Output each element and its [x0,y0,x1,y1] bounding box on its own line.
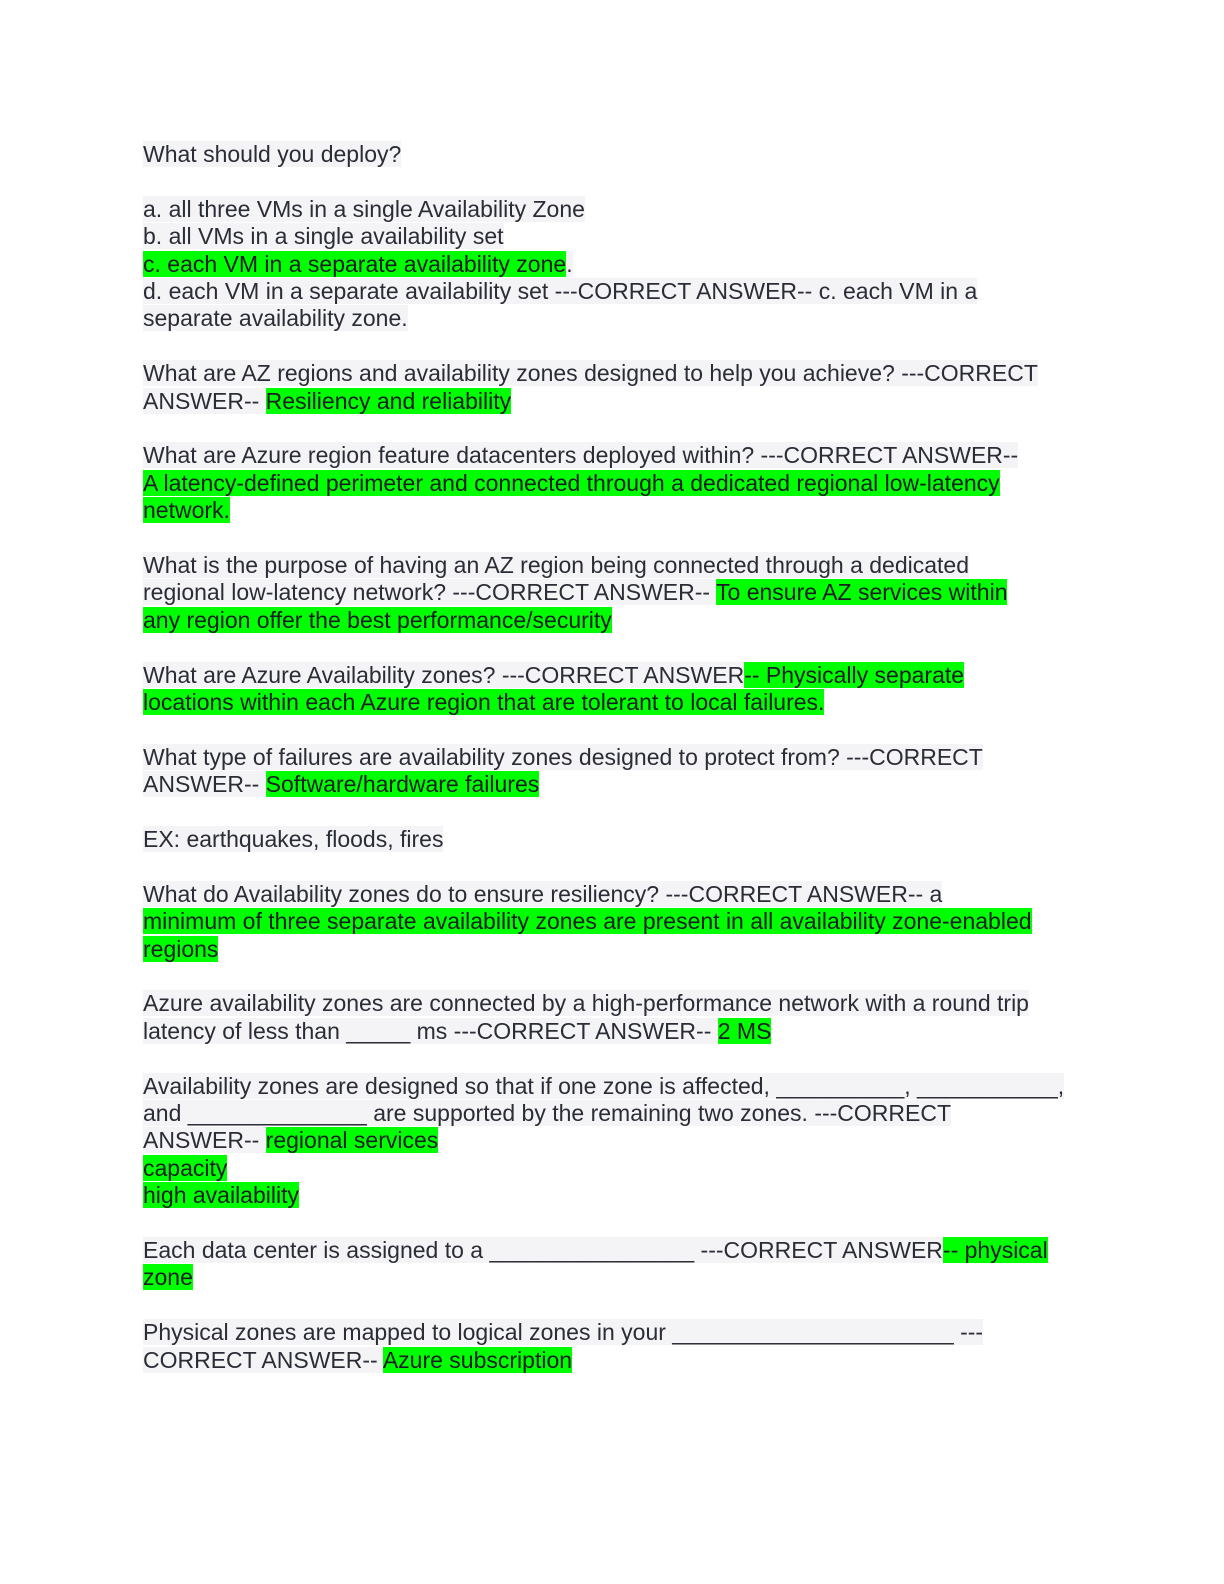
paragraph-q-deploy [143,141,1078,168]
paragraph-q-purpose [143,552,1078,634]
text-segment: Availability zones are designed so that if one zone is affected, __________, ___________, [143,1072,1065,1099]
text-segment: What are Azure region feature datacenters deployed within? ---CORRECT ANSWER-- [143,442,1019,469]
text-line [143,251,1078,278]
text-line [143,1347,1078,1374]
paragraph-q-remaining-zones [143,1073,1078,1210]
text-line [143,1018,1078,1045]
text-line [143,826,1078,853]
text-segment: a. all three VMs in a single Availability Zone [143,195,585,222]
text-line [143,1127,1078,1154]
text-segment: What are Azure Availability zones? ---CORRECT ANSWER [143,661,745,688]
text-line [143,1100,1078,1127]
text-line [143,497,1078,524]
highlighted-answer-text: zone [143,1264,193,1291]
highlighted-answer-text: any region offer the best performance/security [143,606,612,633]
paragraph-q-datacenters [143,442,1078,524]
text-segment: ANSWER-- [143,387,266,414]
text-line [143,990,1078,1017]
highlighted-answer-text: capacity [143,1154,228,1181]
text-segment: regional low-latency network? ---CORRECT ANSWER-- [143,579,717,606]
highlighted-answer-text: high availability [143,1182,299,1209]
highlighted-answer-text: c. each VM in a separate availability zone [143,250,567,277]
text-segment: Physical zones are mapped to logical zones in your ______________________ --- [143,1319,984,1346]
highlighted-answer-text: Software/hardware failures [265,771,540,798]
text-segment: What is the purpose of having an AZ region being connected through a dedicated [143,552,970,579]
text-segment: What do Availability zones do to ensure resiliency? ---CORRECT ANSWER-- a [143,880,943,907]
text-line [143,552,1078,579]
text-line [143,470,1078,497]
text-line [143,1182,1078,1209]
highlighted-answer-text: -- physical [942,1237,1048,1264]
text-line [143,1155,1078,1182]
text-line [143,579,1078,606]
text-segment: . [566,250,573,277]
text-line [143,278,1078,305]
text-segment: CORRECT ANSWER-- [143,1346,383,1373]
text-line [143,936,1078,963]
text-line [143,196,1078,223]
paragraph-q-az-regions [143,360,1078,415]
highlighted-answer-text: Azure subscription [382,1346,573,1373]
text-segment: latency of less than _____ ms ---CORRECT ANSWER-- [143,1017,718,1044]
text-segment: b. all VMs in a single availability set [143,223,504,250]
paragraph-q-failures [143,744,1078,799]
text-line [143,360,1078,387]
document-page [143,141,1078,1401]
text-line [143,881,1078,908]
highlighted-answer-text: To ensure AZ services within [716,579,1008,606]
text-line [143,1264,1078,1291]
highlighted-answer-text: Resiliency and reliability [265,387,512,414]
text-line [143,223,1078,250]
paragraph-q-latency [143,990,1078,1045]
highlighted-answer-text: network. [143,497,230,524]
highlighted-answer-text: minimum of three separate availability zones are present in all availability zone-enabled [143,908,1032,935]
text-segment: EX: earthquakes, floods, fires [143,826,444,853]
text-segment: Each data center is assigned to a ________________ ---CORRECT ANSWER [143,1237,943,1264]
text-line [143,771,1078,798]
text-line [143,1237,1078,1264]
text-line [143,442,1078,469]
text-segment: What are AZ regions and availability zones designed to help you achieve? ---CORRECT [143,360,1038,387]
text-line [143,607,1078,634]
text-line [143,908,1078,935]
paragraph-q-resiliency [143,881,1078,963]
paragraph-q-data-center [143,1237,1078,1292]
highlighted-answer-text: 2 MS [717,1017,772,1044]
text-segment: and ______________ are supported by the remaining two zones. ---CORRECT [143,1100,952,1127]
paragraph-q-deploy-options [143,196,1078,333]
paragraph-q-what-are-zones [143,662,1078,717]
text-line [143,388,1078,415]
text-line [143,141,1078,168]
paragraph-q-physical-zones [143,1319,1078,1374]
text-segment: What should you deploy? [143,141,402,167]
highlighted-answer-text: A latency-defined perimeter and connected through a dedicated regional low-latency [143,469,1000,496]
highlighted-answer-text: regions [143,935,219,962]
text-segment: What type of failures are availability zones designed to protect from? ---CORRECT [143,743,983,770]
highlighted-answer-text: locations within each Azure region that are tolerant to local failures. [143,689,825,716]
text-segment: d. each VM in a separate availability set ---CORRECT ANSWER-- c. each VM in a [143,278,978,305]
highlighted-answer-text: regional services [265,1127,439,1154]
text-line [143,1319,1078,1346]
highlighted-answer-text: -- Physically separate [744,661,965,688]
paragraph-example [143,826,1078,853]
text-segment: ANSWER-- [143,1127,266,1154]
text-line [143,662,1078,689]
text-line [143,1073,1078,1100]
text-line [143,305,1078,332]
text-segment: separate availability zone. [143,305,408,332]
text-segment: Azure availability zones are connected by a high-performance network with a round trip [143,990,1029,1017]
text-segment: ANSWER-- [143,771,266,798]
text-line [143,689,1078,716]
text-line [143,744,1078,771]
